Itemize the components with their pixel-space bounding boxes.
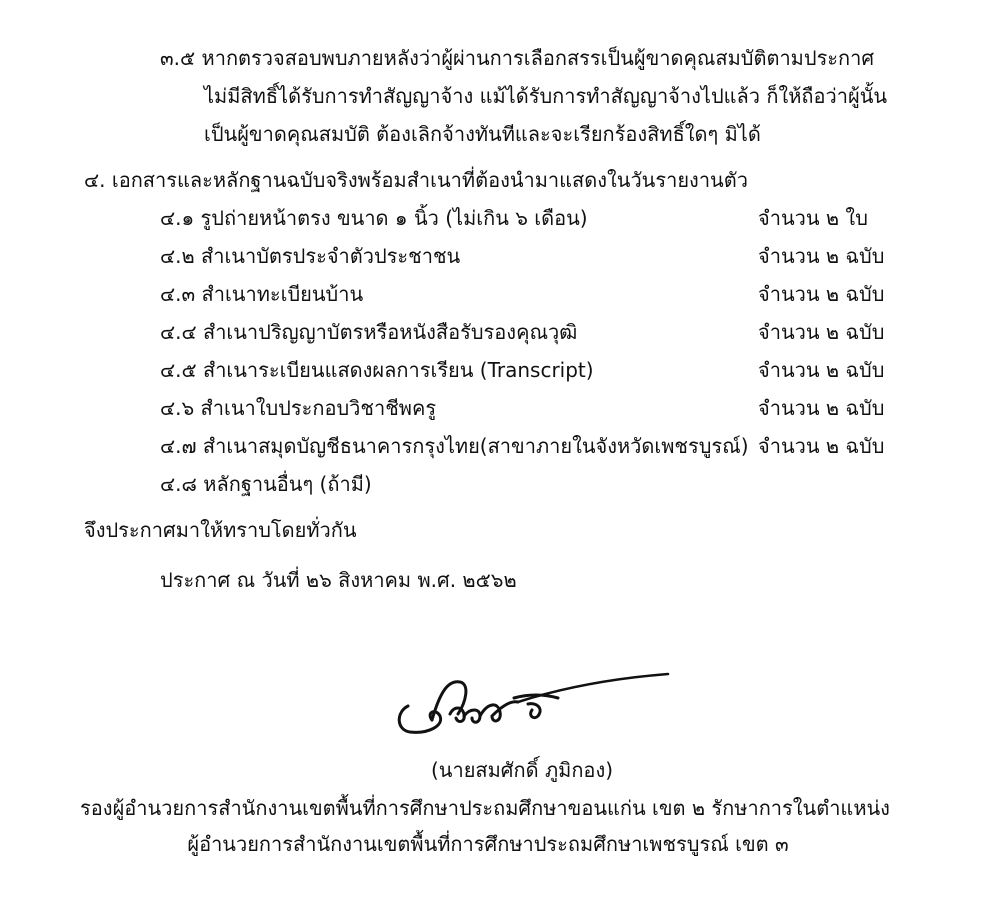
document-item-amount: จำนวน ๒ ฉบับ [758,434,885,458]
document-item-label: ๔.๔ สำเนาปริญญาบัตรหรือหนังสือรับรองคุณวุฒิ [160,320,578,344]
document-item-label: ๔.๖ สำเนาใบประกอบวิชาชีพครู [160,396,437,420]
clause-3-5-line-1: ๓.๕ หากตรวจสอบพบภายหลังว่าผู้ผ่านการเลือกสรรเป็นผู้ขาดคุณสมบัติตามประกาศ [160,46,875,70]
clause-3-5-line-2: ไม่มีสิทธิ์ได้รับการทำสัญญาจ้าง แม้ได้รับการทำสัญญาจ้างไปแล้ว ก็ให้ถือว่าผู้นั้น [204,84,888,108]
clause-3-5-line-3: เป็นผู้ขาดคุณสมบัติ ต้องเลิกจ้างทันทีและจะเรียกร้องสิทธิ์ใดๆ มิได้ [204,122,761,146]
document-item-label: ๔.๑ รูปถ่ายหน้าตรง ขนาด ๑ นิ้ว (ไม่เกิน ๖ เดือน) [160,206,588,230]
announcement-date: ประกาศ ณ วันที่ ๒๖ สิงหาคม พ.ศ. ๒๕๖๒ [160,568,517,592]
document-item-amount: จำนวน ๒ ฉบับ [758,358,885,382]
document-item-label: ๔.๘ หลักฐานอื่นๆ (ถ้ามี) [160,472,372,496]
document-item-amount: จำนวน ๒ ฉบับ [758,282,885,306]
document-item-label: ๔.๕ สำเนาระเบียนแสดงผลการเรียน (Transcript) [160,358,594,382]
document-item-amount: จำนวน ๒ ใบ [758,206,868,230]
document-item-label: ๔.๒ สำเนาบัตรประจำตัวประชาชน [160,244,461,268]
section-4-heading: ๔. เอกสารและหลักฐานฉบับจริงพร้อมสำเนาที่ต้องนำมาแสดงในวันรายงานตัว [84,168,748,192]
signatory-position-line-1: รองผู้อำนวยการสำนักงานเขตพื้นที่การศึกษาประถมศึกษาขอนแก่น เขต ๒ รักษาการในตำแหน่ง [80,796,890,820]
document-item-amount: จำนวน ๒ ฉบับ [758,396,885,420]
signatory-name: (นายสมศักดิ์ ภูมิกอง) [430,758,614,782]
document-item-amount: จำนวน ๒ ฉบับ [758,244,885,268]
document-item-label: ๔.๗ สำเนาสมุดบัญชีธนาคารกรุงไทย(สาขาภายในจังหวัดเพชรบูรณ์) [160,434,749,458]
closing-statement: จึงประกาศมาให้ทราบโดยทั่วกัน [84,518,357,542]
handwritten-signature [388,672,678,752]
document-item-amount: จำนวน ๒ ฉบับ [758,320,885,344]
signatory-position-line-2: ผู้อำนวยการสำนักงานเขตพื้นที่การศึกษาประถมศึกษาเพชรบูรณ์ เขต ๓ [187,832,789,856]
document-item-label: ๔.๓ สำเนาทะเบียนบ้าน [160,282,364,306]
